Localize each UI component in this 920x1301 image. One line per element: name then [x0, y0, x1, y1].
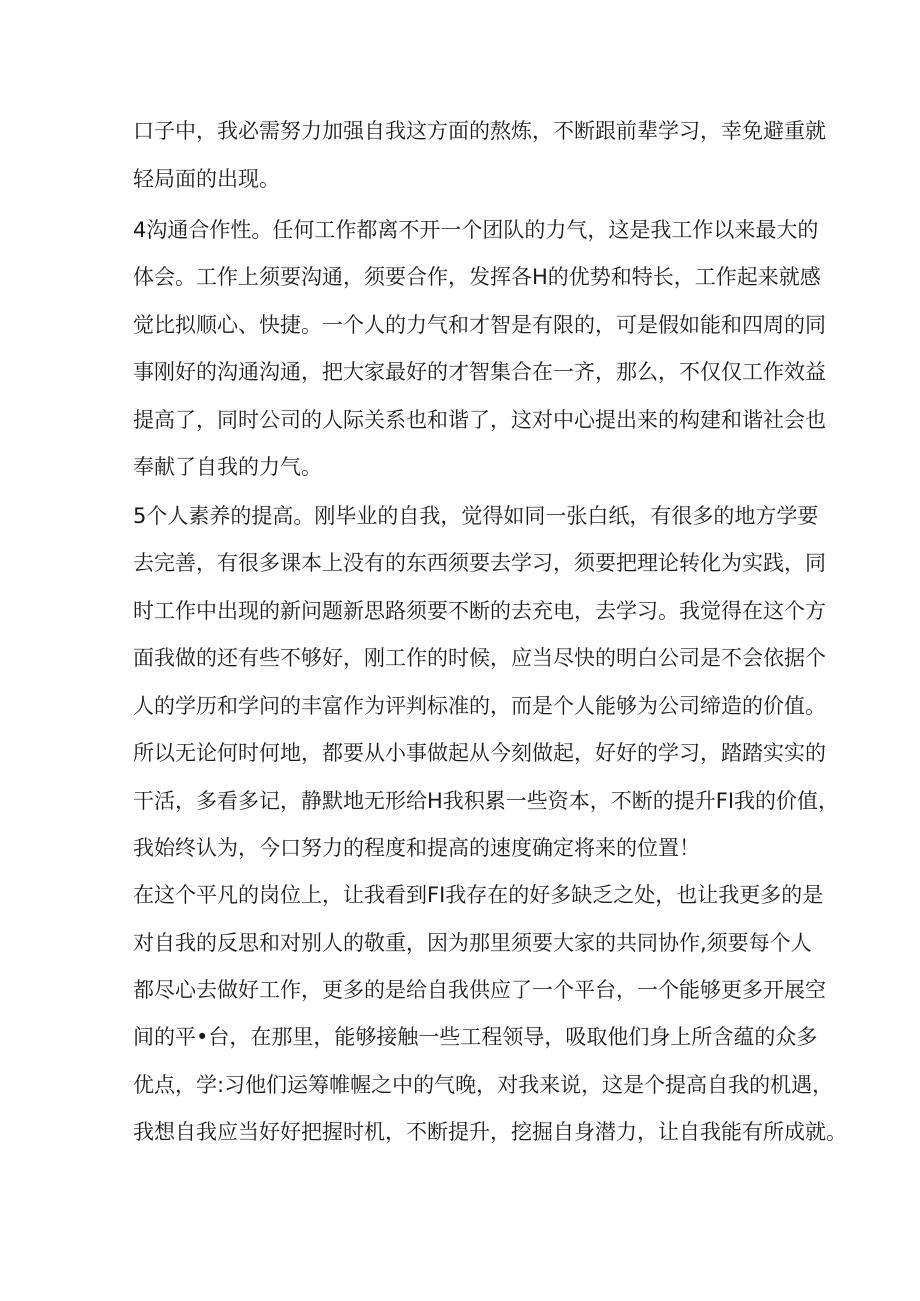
- text-line: 体会。工作上须要沟通，须要合作，发挥各H的优势和特长，工作起来就感: [133, 265, 821, 289]
- text-line: 对自我的反思和对别人的敬重，因为那里须要大家的共同协作,须要每个人: [133, 931, 812, 955]
- text-line: 事刚好的沟通沟通，把大家最好的才智集合在一齐，那么，不仅仅工作效益: [133, 360, 826, 384]
- text-line: 5个人素养的提高。刚毕业的自我，觉得如同一张白纸，有很多的地方学要: [133, 504, 819, 528]
- text-line: 间的平•台，在那里，能够接触一些工程领导，吸取他们身上所含蕴的众多: [133, 1025, 818, 1049]
- text-line: 我想自我应当好好把握时机，不断提升，挖掘自身潜力，让自我能有所成就。: [133, 1120, 847, 1144]
- text-line: 我始终认为，今口努力的程度和提高的速度确定将来的位置！: [133, 836, 700, 860]
- text-line: 都尽心去做好工作，更多的是给自我供应了一个平台，一个能够更多开展空: [133, 978, 826, 1002]
- text-line: 面我做的还有些不够好，刚工作的时候，应当尽快的明白公司是不会依据个: [133, 646, 826, 670]
- text-line: 优点，学:习他们运筹帷幄之中的气晚，对我来说，这是个提高自我的机遇，: [133, 1073, 834, 1097]
- text-line: 觉比拟顺心、快捷。一个人的力气和才智是有限的，可是假如能和四周的同: [133, 313, 826, 337]
- text-line: 去完善，有很多课本上没有的东西须要去学习，须要把理论转化为实践，同: [133, 551, 826, 575]
- text-line: 4沟通合作性。任何工作都离不开一个团队的力气，这是我工作以来最大的: [133, 218, 819, 242]
- text-line: 轻局面的出现。: [133, 167, 280, 191]
- text-line: 奉献了自我的力气。: [133, 455, 322, 479]
- text-line: 口子中，我必需努力加强自我这方面的熬炼，不断跟前辈学习，幸免避重就: [133, 119, 826, 143]
- text-line: 所以无论何时何地，都要从小事做起从今刻做起，好好的学习，踏踏实实的: [133, 741, 826, 765]
- text-line: 在这个平凡的岗位上，让我看到FI我存在的好多缺乏之处，也让我更多的是: [133, 883, 824, 907]
- text-line: 提高了，同时公司的人际关系也和谐了，这对中心提出来的构建和谐社会也: [133, 408, 826, 432]
- text-line: 人的学历和学问的丰富作为评判标准的，而是个人能够为公司缔造的价值。: [133, 694, 826, 718]
- text-line: 干活，多看多记，静默地无形给H我积累一些资本，不断的提升FI我的价值，: [133, 789, 840, 813]
- text-line: 时工作中出现的新问题新思路须要不断的去充电，去学习。我觉得在这个方: [133, 599, 826, 623]
